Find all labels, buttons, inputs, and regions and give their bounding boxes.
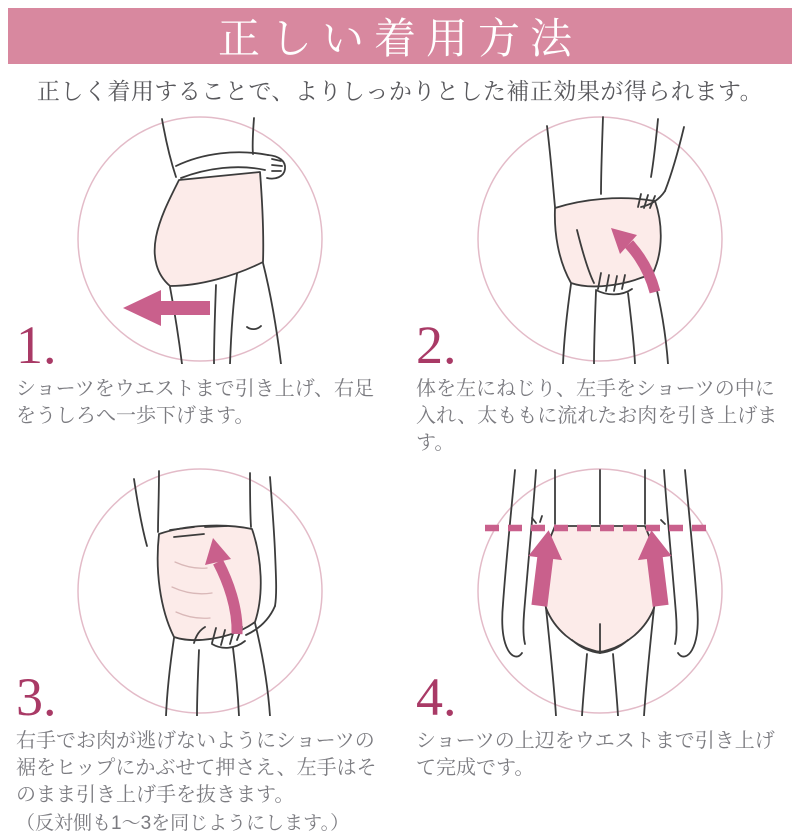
step-4-number: 4. xyxy=(416,666,457,727)
page-title: 正しい着用方法 xyxy=(217,17,582,63)
step-1-description: ショーツをウエストまで引き上げ、右足をうしろへ一歩下げます。 xyxy=(16,378,374,428)
subtitle: 正しく着用することで、よりしっかりとした補正効果が得られます。 xyxy=(36,78,764,104)
title-banner xyxy=(8,8,792,64)
step-4 xyxy=(400,458,800,837)
shapewear-shorts xyxy=(158,525,261,639)
step-2-description: 体を左にねじり、左手をショーツの中に入れ、太ももに流れたお肉を引き上げます。 xyxy=(416,378,778,455)
step-3 xyxy=(0,458,400,837)
step-2-number: 2. xyxy=(416,315,457,375)
step-1 xyxy=(0,106,400,458)
step-1-number: 1. xyxy=(16,315,57,375)
step-3-note: （反対側も1～3を同じようにします。） xyxy=(16,813,350,835)
step-2 xyxy=(400,106,800,458)
step-4-description: ショーツの上辺をウエストまで引き上げて完成です。 xyxy=(416,729,775,779)
instruction-sheet xyxy=(0,8,800,837)
step-3-description: 右手でお肉が逃げないようにショーツの裾をヒップにかぶせて押さえ、左手はそのまま引き上げ手を抜きます。 xyxy=(16,729,377,806)
steps-grid xyxy=(0,106,800,837)
step-3-number: 3. xyxy=(16,666,57,727)
